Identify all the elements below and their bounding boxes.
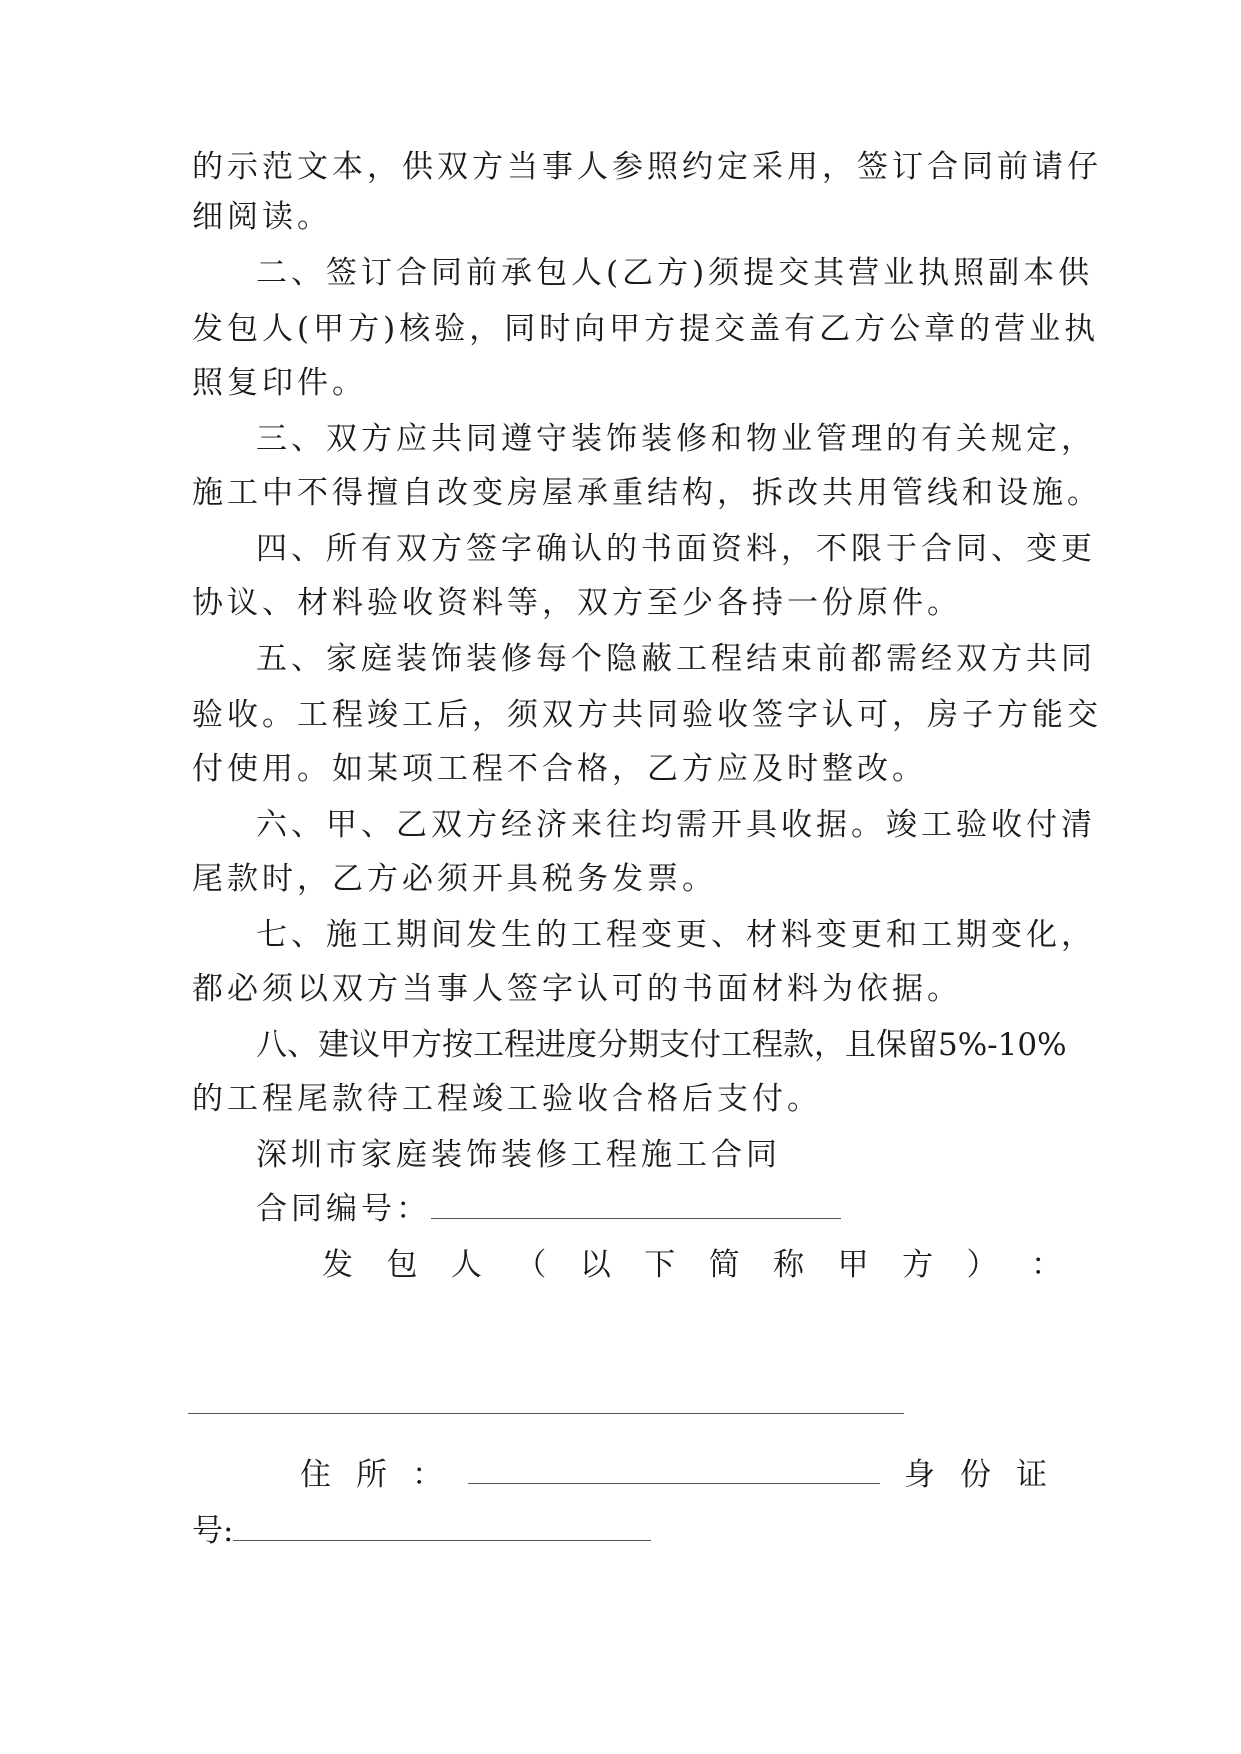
party-a-char-11: ） [966,1247,998,1283]
clause-7-line-2: 都必须以双方当事人签字认可的书面材料为依据。 [192,971,962,1007]
clause-2-line-3: 照复印件。 [192,365,367,401]
clause-6-line-1: 六、甲、乙双方经济来往均需开具收据。竣工验收付清 [256,807,1096,843]
address-blank [468,1459,880,1484]
id-number-blank [233,1516,651,1541]
paragraph-1-line-1: 的示范文本，供双方当事人参照约定采用，签订合同前请仔 [192,149,1102,185]
id-label-char-1: 身 [904,1457,935,1493]
contract-number-label: 合同编号： [256,1191,431,1227]
party-a-label [322,1245,1062,1285]
clause-4-line-1: 四、所有双方签字确认的书面资料，不限于合同、变更 [256,531,1096,567]
party-a-char-3: 人 [450,1247,482,1283]
clause-8-line-1: 八、建议甲方按工程进度分期支付工程款，且保留5%-10% [256,1027,1067,1063]
party-a-char-10: 方 [902,1247,934,1283]
party-a-char-1: 发 [322,1247,353,1283]
contract-title: 深圳市家庭装饰装修工程施工合同 [256,1137,781,1173]
address-label-char-3: ： [412,1457,443,1493]
clause-5-line-3: 付使用。如某项工程不合格，乙方应及时整改。 [192,751,927,787]
id-label-char-2: 份 [960,1457,991,1493]
clause-2-line-2: 发包人(甲方)核验，同时向甲方提交盖有乙方公章的营业执 [192,311,1100,347]
party-a-char-8: 称 [773,1247,805,1283]
party-a-char-7: 简 [708,1247,740,1283]
clause-5-line-2: 验收。工程竣工后，须双方共同验收签字认可，房子方能交 [192,697,1102,733]
clause-8-line-2: 的工程尾款待工程竣工验收合格后支付。 [192,1081,822,1117]
clause-3-line-2: 施工中不得擅自改变房屋承重结构，拆改共用管线和设施。 [192,475,1102,511]
clause-7-line-1: 七、施工期间发生的工程变更、材料变更和工期变化， [256,917,1096,953]
address-label-char-1: 住 [300,1457,331,1493]
party-a-char-5: 以 [579,1247,611,1283]
party-a-name-blank [188,1413,904,1414]
party-a-char-4: （ [515,1247,547,1283]
party-a-char-2: 包 [386,1247,418,1283]
party-a-char-6: 下 [644,1247,676,1283]
party-a-char-12: ： [1030,1247,1062,1283]
id-number-row [192,1511,1062,1551]
clause-4-line-2: 协议、材料验收资料等，双方至少各持一份原件。 [192,585,962,621]
clause-6-line-2: 尾款时，乙方必须开具税务发票。 [192,861,717,897]
id-label-char-3: 证 [1016,1457,1047,1493]
clause-2-line-1: 二、签订合同前承包人(乙方)须提交其营业执照副本供 [256,255,1094,291]
id-number-label-end: 号: [192,1513,234,1549]
contract-number-blank [431,1194,841,1219]
address-label-char-2: 所 [356,1457,387,1493]
contract-number-row [256,1189,1126,1229]
clause-5-line-1: 五、家庭装饰装修每个隐蔽工程结束前都需经双方共同 [256,641,1096,677]
party-a-char-9: 甲 [837,1247,869,1283]
clause-3-line-1: 三、双方应共同遵守装饰装修和物业管理的有关规定， [256,421,1096,457]
paragraph-1-line-2: 细阅读。 [192,199,332,235]
